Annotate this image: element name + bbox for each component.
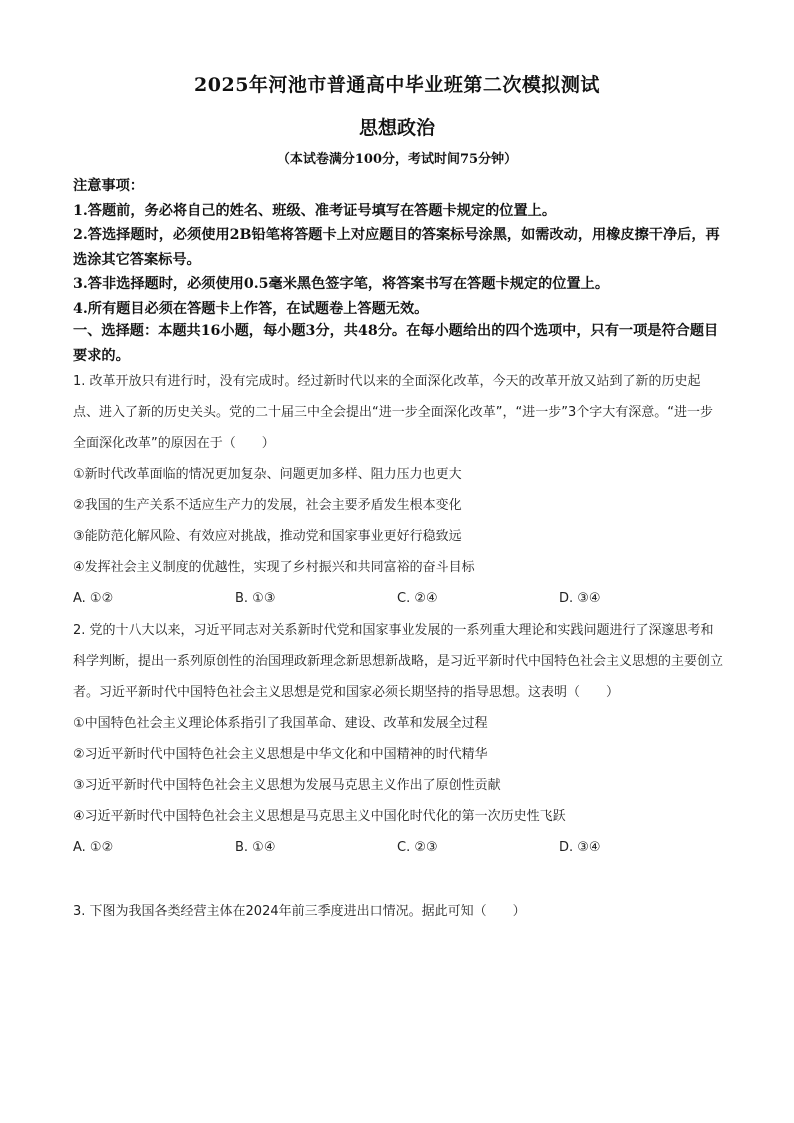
choice-a: A. ①② [73,591,114,606]
choice-b: B. ①④ [235,840,276,855]
answer-choices [73,583,723,614]
statement-3: ③能防范化解风险、有效应对挑战，推动党和国家事业更好行稳致远 [73,529,462,544]
choice-c: C. ②③ [397,840,438,855]
exam-meta: （本试卷满分100分，考试时间75分钟） [276,152,518,167]
subject-title: 思想政治 [358,117,435,139]
choice-c: C. ②④ [397,591,438,606]
note-item-1: 1.答题前，务必将自己的姓名、班级、准考证号填写在答题卡规定的位置上。 [73,202,557,219]
statement-3: ③习近平新时代中国特色社会主义思想为发展马克思主义作出了原创性贡献 [73,778,501,793]
statement-4: ④发挥社会主义制度的优越性，实现了乡村振兴和共同富裕的奋斗目标 [73,560,475,575]
note-item-4: 4.所有题目必须在答题卡上作答，在试题卷上答题无效。 [73,300,429,317]
statement-1: ①新时代改革面临的情况更加复杂、问题更加多样、阻力压力也更大 [73,467,462,482]
statement-1: ①中国特色社会主义理论体系指引了我国革命、建设、改革和发展全过程 [73,716,488,731]
question-stem: 1. 改革开放只有进行时，没有完成时。经过新时代以来的全面深化改革，今天的改革开放又站到了新的历史起点、进入了新的历史关头。党的二十届三中全会提出“进一步全面深化改革”，“进一步”3个字大有深意。“进一步全面深化改革”的原因在于（ ） [73,374,713,451]
notes-block [73,174,723,321]
choice-d: D. ③④ [559,591,601,606]
statement-4: ④习近平新时代中国特色社会主义思想是马克思主义中国化时代化的第一次历史性飞跃 [73,809,566,824]
question-3 [73,896,723,927]
question-1 [73,366,723,614]
statement-2: ②我国的生产关系不适应生产力的发展，社会主要矛盾发生根本变化 [73,498,462,513]
choice-a: A. ①② [73,840,114,855]
question-stem: 3. 下图为我国各类经营主体在2024年前三季度进出口情况。据此可知（ ） [73,904,526,919]
question-2 [73,615,723,863]
question-stem: 2. 党的十八大以来，习近平同志对关系新时代党和国家事业发展的一系列重大理论和实践问题进行了深邃思考和科学判断，提出一系列原创性的治国理政新理念新思想新战略，是习近平新时代中国特色社会主义思想的主要创立者。习近平新时代中国特色社会主义思想是党和国家必须长期坚持的指导思想。这表明（ ） [73,623,724,700]
note-item-3: 3.答非选择题时，必须使用0.5毫米黑色签字笔，将答案书写在答题卡规定的位置上。 [73,276,610,292]
exam-title: 2025年河池市普通高中毕业班第二次模拟测试 [194,74,600,96]
section-heading: 一、选择题：本题共16小题，每小题3分，共48分。在每小题给出的四个选项中，只有一项是符合题目要求的。 [73,323,719,364]
note-item-2: 2.答选择题时，必须使用2B铅笔将答题卡上对应题目的答案标号涂黑，如需改动，用橡皮擦干净后，再选涂其它答案标号。 [73,227,720,268]
notes-heading: 注意事项： [73,178,144,194]
statement-2: ②习近平新时代中国特色社会主义思想是中华文化和中国精神的时代精华 [73,747,488,762]
answer-choices [73,832,723,863]
choice-b: B. ①③ [235,591,276,606]
choice-d: D. ③④ [559,840,601,855]
